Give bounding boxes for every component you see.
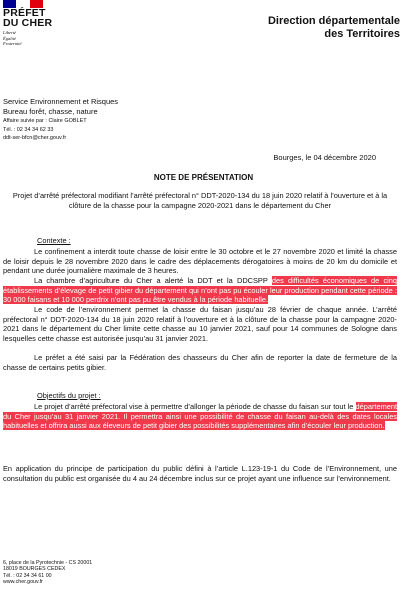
case-officer: Affaire suivie par : Claire GOBLET — [3, 118, 87, 124]
republic-motto — [3, 30, 22, 47]
context-text-1: Le confinement a interdit toute chasse de loisir entre le 30 octobre et le 27 novembre 2020 et limité la chasse de loisir depuis le 28 novembre 2020 dans le cadre des déplacements dérogatoires à moins de 20 km du domicile et pendant une durée journalière maximale de 3 heures. — [3, 247, 397, 276]
prefecture-line-1: PRÉFET — [3, 7, 46, 19]
footer-line: Tél. : 02 34 34 61 00 — [3, 572, 52, 579]
context-text-2: La chambre d’agriculture du Cher a alerté la DDT et la DDCSPP — [34, 276, 272, 285]
context-text-4: Le préfet a été saisi par la Fédération des chasseurs du Cher afin de reporter la date de fermeture de la chasse de certains petits gibier. — [3, 353, 397, 372]
objectives-paragraph — [3, 402, 397, 431]
subject-paragraph: Projet d’arrêté préfectoral modifiant l’arrêté préfectoral n° DDT-2020-134 du 18 juin 2020 relatif à l’ouverture et à la clôture de la chasse pour la campagne 2020-2021 dans le département du Cher — [12, 191, 388, 210]
service-block — [3, 97, 118, 143]
service-email: ddt-ser-bfcn@cher.gouv.fr — [3, 135, 67, 142]
motto-line: Liberté — [3, 30, 16, 35]
context-paragraph-4 — [3, 353, 397, 372]
highlighted-text: département du Cher jusqu’au 31 janvier 2021. Il permettra ainsi une possibilité de chasse du faisan au-delà des dates locales habituelles et offrira aussi aux éleveurs de petit gibier des possibilités supplémentaires afin d’écouler leur production. — [3, 402, 397, 431]
footer-website-link[interactable]: www.cher.gouv.fr — [3, 579, 43, 586]
motto-line: Fraternité — [3, 41, 22, 46]
footer-line: 6, place de la Pyrotechnie - CS 20001 — [3, 560, 93, 566]
motto-line: Égalité — [3, 35, 16, 41]
direction-line-2: des Territoires — [324, 28, 400, 40]
prefecture-name — [3, 8, 52, 28]
service-name: Service Environnement et Risques — [3, 97, 119, 106]
note-title: NOTE DE PRÉSENTATION — [153, 173, 254, 182]
objectives-heading-text: Objectifs du projet : — [37, 391, 101, 400]
context-heading — [3, 236, 397, 246]
footer-line: 18019 BOURGES CEDEX — [3, 566, 66, 573]
service-phone: Tél. : 02 34 34 62 33 — [3, 126, 54, 133]
objectives-heading — [3, 391, 397, 401]
document-date: Bourges, le 04 décembre 2020 — [273, 153, 376, 162]
direction-line-1: Direction départementale — [267, 15, 400, 27]
prefecture-line-2: DU CHER — [3, 17, 53, 29]
consultation-paragraph: En application du principe de participation du public défini à l’article L.123-19-1 du Code de l’Environnement, une consultation du public est organisée du 4 au 24 décembre inclus sur ce projet ayant une influence sur l’environnement. — [3, 464, 397, 483]
direction-title — [268, 15, 400, 41]
context-heading-text: Contexte : — [37, 236, 71, 245]
context-paragraph-2 — [3, 276, 397, 305]
context-paragraph-1 — [3, 247, 397, 276]
highlighted-text: des difficultés économiques de cinq établissements d’élevage de petit gibier du département qui n’ont pas pu écouler leur production pendant cette période : 30 000 faisans et 10 000 perdrix n’ont pas pu être vendus à la période habituelle. — [3, 276, 398, 305]
context-text-3: Le code de l’environnement permet la chasse du faisan jusqu’au 28 février de chaque année. L’arrêté préfectoral n° DDT-2020-134 du 18 juin 2020 relatif à l’ouverture et à la clôture de la chasse pour la campagne 2020-2021 dans le département du Cher limite cette chasse au 10 janvier 2021, sauf pour 14 communes de Sologne dans lesquelles cette chasse est autorisée jusqu’au 31 janvier 2021. — [3, 305, 397, 343]
objectives-text: Le projet d’arrêté préfectoral vise à permettre d’allonger la période de chasse du faisan sur tout le — [34, 402, 356, 411]
footer-address — [3, 560, 92, 586]
bureau-name: Bureau forêt, chasse, nature — [3, 107, 98, 116]
context-paragraph-3 — [3, 305, 397, 343]
